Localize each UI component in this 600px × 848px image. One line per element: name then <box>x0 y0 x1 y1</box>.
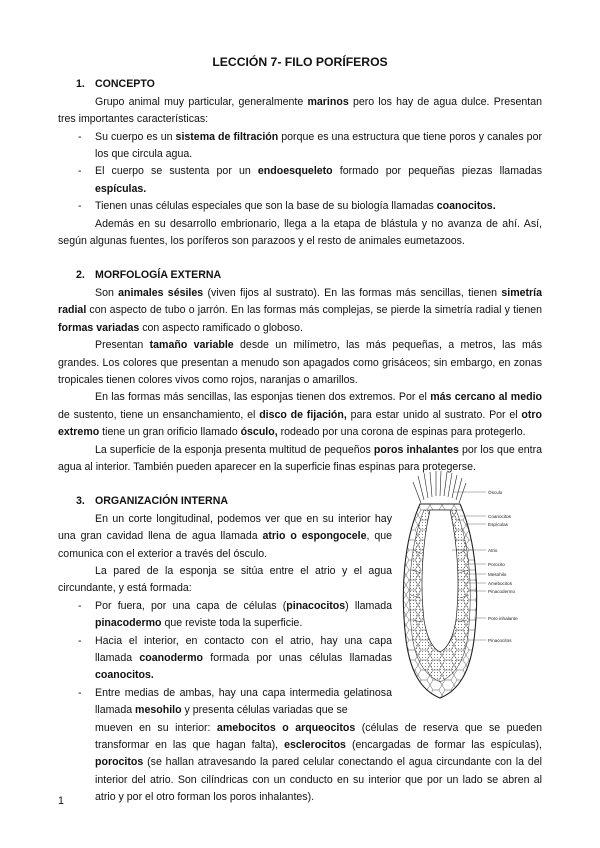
lesson-title: LECCIÓN 7- FILO PORÍFEROS <box>212 55 388 69</box>
section-1-heading: 1. CONCEPTO <box>76 78 155 91</box>
label-porocito: Porocito <box>488 562 505 567</box>
label-espiculas: Espículas <box>488 522 508 527</box>
s2-paragraph-2: Presentan tamaño variable desde un milímetro, las más pequeñas, a metros, las más grandes. Los colores que presentan a menudo son apagados como grisáceos; sin embargo, en zonas tropicales tienen colores vivos como rojos, naranjas o amarillos. <box>58 339 542 386</box>
sponge-section-figure <box>394 470 554 710</box>
s3-paragraph-2: La pared de la esponja se sitúa entre el atrio y el agua circundante, y está formada: <box>58 564 392 595</box>
s1-list-item: - Su cuerpo es un sistema de filtración porque es una estructura que tiene poros y canales por los que circula agua. <box>58 129 542 164</box>
section-2-heading: 2. MORFOLOGÍA EXTERNA <box>76 269 222 282</box>
s3-list-item: - Por fuera, por una capa de células (pinacocitos) llamada pinacodermo que reviste toda la superficie. <box>58 598 392 633</box>
s1-paragraph-2: Además en su desarrollo embrionario, llega a la etapa de blástula y no avanza de ahí. Así, según algunas fuentes, los poríferos son parazoos y el resto de animales eumetazoos. <box>58 217 542 248</box>
label-atrio: Atrio <box>488 548 498 553</box>
s1-list <box>58 129 542 216</box>
label-mesohilo: Mesohilo <box>488 572 507 577</box>
label-osculo: Ósculo <box>488 490 503 495</box>
s1-list-item: - El cuerpo se sustenta por un endoesqueleto formado por pequeñas piezas llamadas espículas. <box>58 163 542 198</box>
s2-paragraph-3: En las formas más sencillas, las esponjas tienen dos extremos. Por el más cercano al medio de sustento, tiene un ensanchamiento, el disco de fijación, para estar unido al sustrato. Por el otro extremo tiene un gran orificio llamado ósculo, rodeado por una corona de espinas para protegerlo. <box>58 391 542 439</box>
label-poro-inhalante: Poro inhalante <box>488 616 518 621</box>
page-number: 1 <box>58 795 64 807</box>
s3-list <box>58 598 392 720</box>
atrium <box>422 510 458 652</box>
figure-labels <box>488 489 518 643</box>
s1-list-item: - Tienen unas células especiales que son la base de su biología llamadas coanocitos. <box>58 198 542 215</box>
s3-paragraph-1: En un corte longitudinal, podemos ver que en su interior hay una gran cavidad llena de agua llamada atrio o espongocele, que comunica con el exterior a través del ósculo. <box>58 512 392 560</box>
label-pinacodermo: Pinacodermo <box>488 589 516 594</box>
label-coanocitos: Coanocitos <box>488 514 511 519</box>
section-3-heading: 3. ORGANIZACIÓN INTERNA <box>76 495 229 508</box>
osculum-spines <box>413 471 466 503</box>
s3-list-continuation: mueven en su interior: amebocitos o arqueocitos (células de reserva que se pueden transformar en las que hagan falta), esclerocitos (encargadas de formar las espículas), porocitos (se hallan atravesando la pared celular conectando el agua circundante con la del interior del atrio. Son cilíndricas con un conducto en su interior que por un lado se abren al atrio y por el otro forman los poros inhalantes). <box>95 721 542 804</box>
s3-narrow-column <box>58 511 392 720</box>
s3-list-item: - Entre medias de ambas, hay una capa intermedia gelatinosa llamada mesohilo y presenta células variadas que se <box>58 685 392 720</box>
s2-paragraph-1: Son animales sésiles (viven fijos al sustrato). En las formas más sencillas, tienen simetría radial con aspecto de tubo o jarrón. En las formas más complejas, se pierde la simetría radial y tienen formas variadas con aspecto ramificado o globoso. <box>58 286 542 334</box>
label-amebocitos: Amebocitos <box>488 581 513 586</box>
s1-paragraph-1: Grupo animal muy particular, generalmente marinos pero los hay de agua dulce. Presentan tres importantes características: <box>58 95 543 126</box>
s3-list-item: - Hacia el interior, en contacto con el atrio, hay una capa llamada coanodermo formada por unas células llamadas coanocitos. <box>58 633 392 685</box>
label-pinacocitos: Pinacocitos <box>488 638 512 643</box>
s2-paragraph-4: La superficie de la esponja presenta multitud de pequeños poros inhalantes por los que entra agua al interior. También pueden aparecer en la superficie finas espinas para protegerse. <box>58 443 542 473</box>
